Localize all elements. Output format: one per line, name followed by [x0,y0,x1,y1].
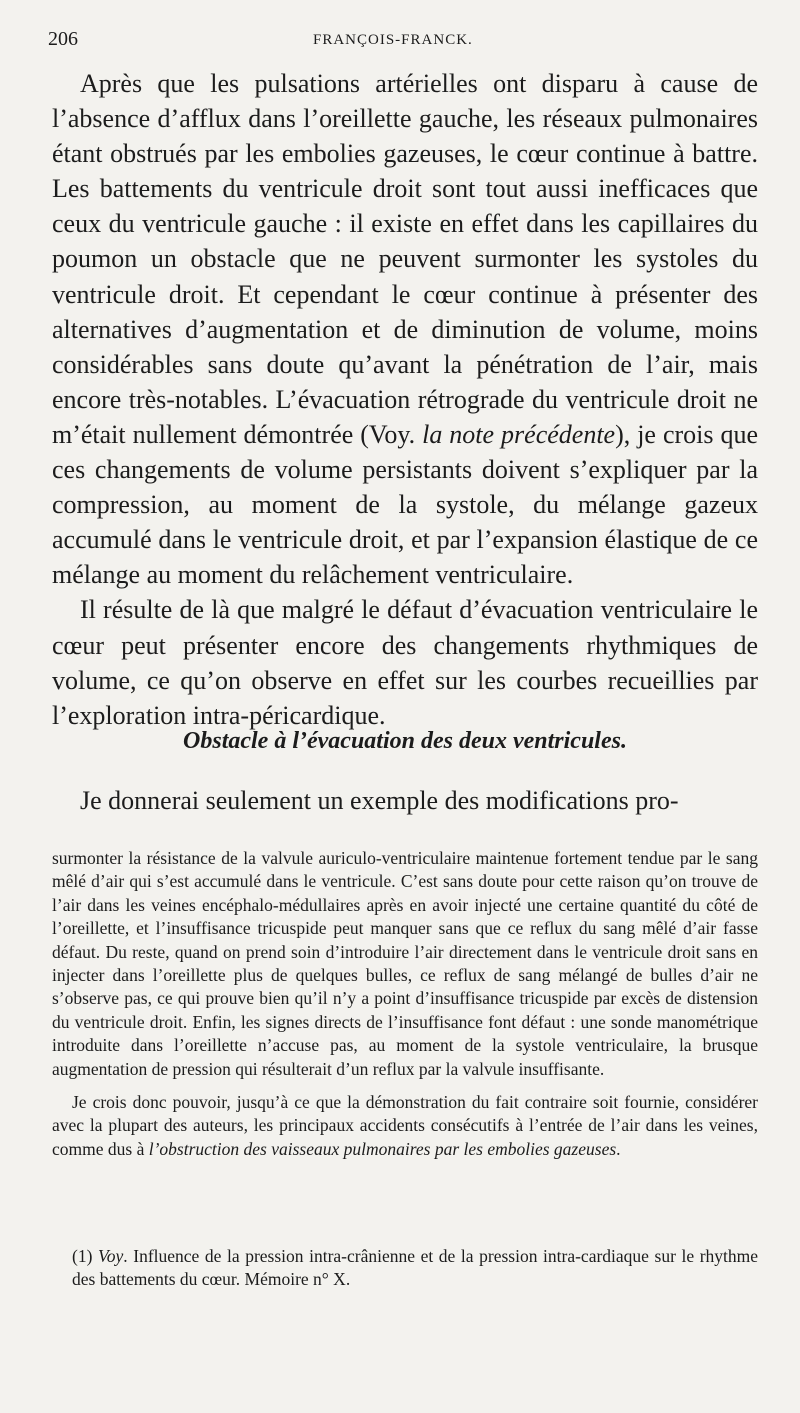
footnote-2-end: . [616,1138,621,1159]
footnote-paragraph-2 [52,1091,758,1161]
footnote-2-italic: l’obstruction des vaisseaux pulmonaires par les embolies gazeuses [148,1138,617,1159]
footnote-reference-text: . Influence de la pression intra-crânienne et de la pression intra-cardiaque sur le rhythme des battements du cœur. Mémoire n° X. [72,1246,759,1290]
footnote-2-start: Je crois donc pouvoir, jusqu’à ce que la démonstration du fait contraire soit fournie, considérer avec la plupart des auteurs, les principaux accidents consécutifs à l’entrée de l’air dans les veines, comme dus à [52,1092,758,1159]
footnote-paragraph-1: surmonter la résistance de la valvule auriculo-ventriculaire maintenue fortement tendue par le sang mêlé d’air qui s’est accumulé dans le ventricule. C’est sans doute pour cette raison qu’on trouve de l’air dans les veines encéphalo-médullaires après en avoir injecté une certaine quantité du côté de l’oreillette, et l’insuffisance tricuspide peut manquer sans que ce reflux du sang mêlé d’air fasse défaut. Du reste, quand on prend soin d’introduire l’air directement dans le ventricule droit sans en injecter dans l’oreillette plus de quelques bulles, ce reflux de sang mélangé de bulles d’air ne s’observe pas, ce qui prouve bien qu’il n’y a point d’insuffisance tricuspide par excès de distension du ventricule droit. Enfin, les signes directs de l’insuffisance font défaut : une sonde manométrique introduite dans l’oreillette n’accuse pas, au moment de la systole ventriculaire, la brusque augmentation de pression qui résulterait d’un reflux par la valvule insuffisante. [52,848,758,1079]
paragraph-2: Il résulte de là que malgré le défaut d’évacuation ventriculaire le cœur peut présenter encore des changements rhythmiques de volume, ce qu’on observe en effet sur les courbes recueillies par l’exploration intra-péricardique. [52,595,758,730]
paragraph-1 [52,66,758,592]
paragraph-3-lead: Je donnerai seulement un exemple des modifications pro- [80,786,679,815]
main-text [52,66,758,733]
footnote-reference-1 [72,1245,758,1292]
footnote-voy: Voy [98,1246,124,1266]
footnote-continuation [52,847,758,1161]
footnote-marker: (1) [72,1246,98,1266]
page-number: 206 [48,28,78,50]
note-reference-italic: la note précédente [422,419,616,449]
page-header [48,28,790,58]
paragraph-1-start: Après que les pulsations artérielles ont disparu à cause de l’absence d’afflux dans l’oreillette gauche, les réseaux pulmonaires étant obstrués par les embolies gazeuses, le cœur continue à battre. Les battements du ventricule droit sont tout aussi inefficaces que ceux du ventricule gauche : il existe en effet dans les capillaires du poumon un obstacle que ne peuvent surmonter les systoles du ventricule droit. Et cependant le cœur continue à présenter des alternatives d’augmentation et de diminution de volume, moins considérables sans doute qu’avant la pénétration de l’air, mais encore très-notables. L’évacuation rétrograde du ventricule droit ne m’était nullement démontrée (Voy. [52,69,758,449]
paragraph-1-end: ), je crois que ces changements de volume persistants doivent s’expliquer par la compression, au moment de la systole, du mélange gazeux accumulé dans le ventricule droit, et par l’expansion élastique de ce mélange au moment du relâchement ventriculaire. [52,419,758,590]
section-heading: Obstacle à l’évacuation des deux ventricules. [183,728,627,754]
running-head: FRANÇOIS-FRANCK. [313,32,473,48]
